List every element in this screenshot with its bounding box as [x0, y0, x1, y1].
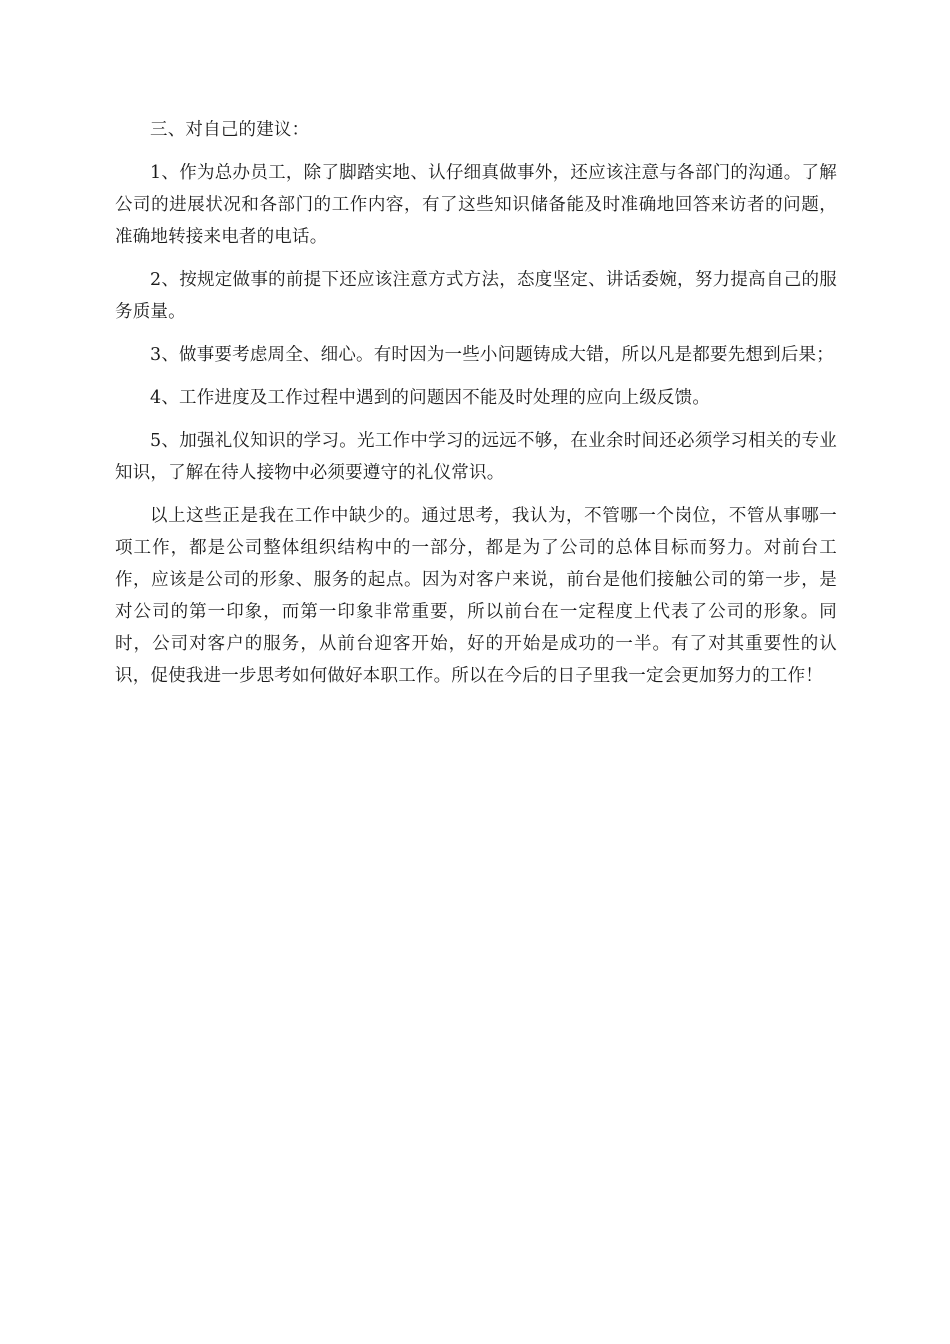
suggestion-item-2: 2、按规定做事的前提下还应该注意方式方法，态度坚定、讲话委婉，努力提高自己的服务质量。 — [115, 270, 837, 322]
section-heading: 三、对自己的建议： — [150, 120, 310, 140]
document-body — [115, 114, 837, 703]
suggestion-item-1: 1、作为总办员工，除了脚踏实地、认仔细真做事外，还应该注意与各部门的沟通。了解公司的进展状况和各部门的工作内容，有了这些知识储备能及时准确地回答来访者的问题，准确地转接来电者的电话。 — [115, 163, 837, 247]
conclusion-paragraph: 以上这些正是我在工作中缺少的。通过思考，我认为，不管哪一个岗位，不管从事哪一项工作，都是公司整体组织结构中的一部分，都是为了公司的总体目标而努力。对前台工作，应该是公司的形象、服务的起点。因为对客户来说，前台是他们接触公司的第一步，是对公司的第一印象，而第一印象非常重要，所以前台在一定程度上代表了公司的形象。同时，公司对客户的服务，从前台迎客开始，好的开始是成功的一半。有了对其重要性的认识，促使我进一步思考如何做好本职工作。所以在今后的日子里我一定会更加努力的工作！ — [115, 506, 837, 686]
suggestion-item-3: 3、做事要考虑周全、细心。有时因为一些小问题铸成大错，所以凡是都要先想到后果； — [150, 345, 834, 365]
suggestion-item-4: 4、工作进度及工作过程中遇到的问题因不能及时处理的应向上级反馈。 — [150, 388, 711, 408]
suggestion-item-5: 5、加强礼仪知识的学习。光工作中学习的远远不够，在业余时间还必须学习相关的专业知识，了解在待人接物中必须要遵守的礼仪常识。 — [115, 431, 837, 483]
